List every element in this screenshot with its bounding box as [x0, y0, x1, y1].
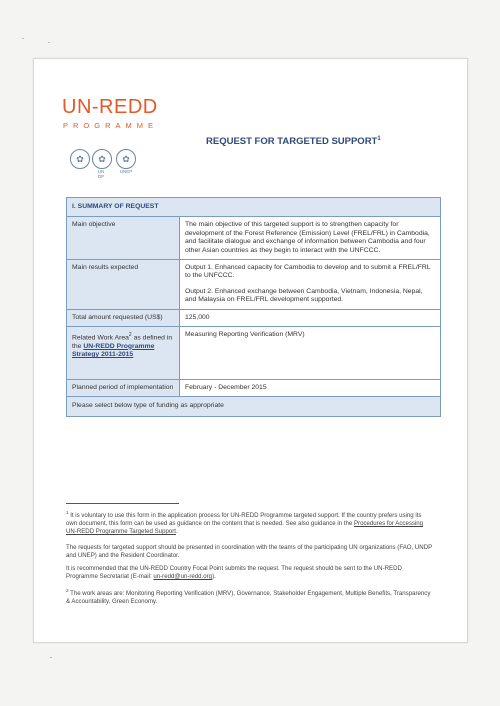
undp-emblem-icon: ✿ [92, 149, 112, 169]
work-area-label: Related Work Area$^2$ as defined in the UN-REDD Programme Strategy 2011-2015 [67, 327, 180, 380]
undp-caption: UN DP [97, 169, 105, 179]
strategy-link[interactable]: UN-REDD Programme Strategy 2011-2015 [72, 342, 155, 359]
table-row [67, 198, 441, 217]
document-page [33, 58, 468, 643]
page-title: REQUEST FOR TARGETED SUPPORT$^1$ [206, 136, 381, 148]
main-results-label: Main results expected [67, 260, 180, 310]
scan-speck [50, 657, 52, 658]
table-row [67, 217, 441, 260]
table-row [67, 397, 441, 416]
main-results-value [180, 260, 441, 310]
table-row [67, 327, 441, 380]
footnote-1: $^1$ It is voluntary to use this form in the application process for UN-REDD Programme targeted support. If the country prefers using its own document, this form can be used as guidance on the content that is needed. See also guidance in the Procedures for Accessing UN-REDD Programme Targeted Support. [66, 510, 424, 536]
output-2: Output 2. Enhanced exchange between Cambodia, Vietnam, Indonesia, Nepal, and Malaysia on FREL/FRL development supported. [185, 287, 423, 304]
unep-emblem-icon: ✿ [116, 149, 136, 169]
un-redd-logo: UN-REDD [62, 96, 158, 118]
period-value: February - December 2015 [180, 380, 441, 397]
work-area-value: Measuring Reporting Verification (MRV) [180, 327, 441, 380]
footnote-2: $^2$ The work areas are: Monitoring Reporting Verification (MRV), Governance, Stakeholder Engagement, Multiple Benefits, Transparency & Accountability, Green Economy. [66, 588, 431, 606]
footnote-coordination: The requests for targeted support should be presented in coordination with the teams of the participating UN organizations (FAO, UNDP and UNEP) and the Resident Coordinator. [66, 544, 433, 559]
table-row [67, 380, 441, 397]
total-amount-label: Total amount requested (US$) [67, 309, 180, 326]
section-heading: I. SUMMARY OF REQUEST [67, 198, 441, 217]
email-link[interactable]: un-redd@un-redd.org [153, 573, 213, 580]
output-1: Output 1. Enhanced capacity for Cambodia to develop and to submit a FREL/FRL to the UNFCCC. [185, 264, 431, 280]
scan-speck [22, 38, 24, 39]
unep-caption: UNEP [119, 169, 133, 174]
period-label: Planned period of implementation [67, 380, 180, 397]
fao-emblem-icon: ✿ [70, 149, 90, 169]
table-row [67, 309, 441, 326]
scan-speck [48, 42, 50, 43]
footnote-divider [66, 503, 179, 504]
total-amount-value: 125,000 [180, 309, 441, 326]
procedures-link[interactable]: Procedures for Accessing UN-REDD Programme Targeted Support [66, 520, 424, 536]
table-row [67, 260, 441, 310]
programme-wordmark: PROGRAMME [63, 121, 159, 130]
main-objective-label: Main objective [67, 217, 180, 260]
main-objective-value: The main objective of this targeted support is to strengthen capacity for development of the Forest Reference (Emission) Level (FREL/FRL) in Cambodia, and facilitate dialogue and exchange of information between Cambodia and four other Asian countries as they begin to interact with the UNFCCC. [180, 217, 441, 260]
footnote-focal-point: It is recommended that the UN-REDD Country Focal Point submits the request. The request should be sent to the UN-REDD Programme Secretariat (E-mail: un-redd@un-redd.org). [66, 565, 402, 580]
funding-note: Please select below type of funding as appropriate [67, 397, 441, 416]
summary-table [66, 197, 441, 417]
